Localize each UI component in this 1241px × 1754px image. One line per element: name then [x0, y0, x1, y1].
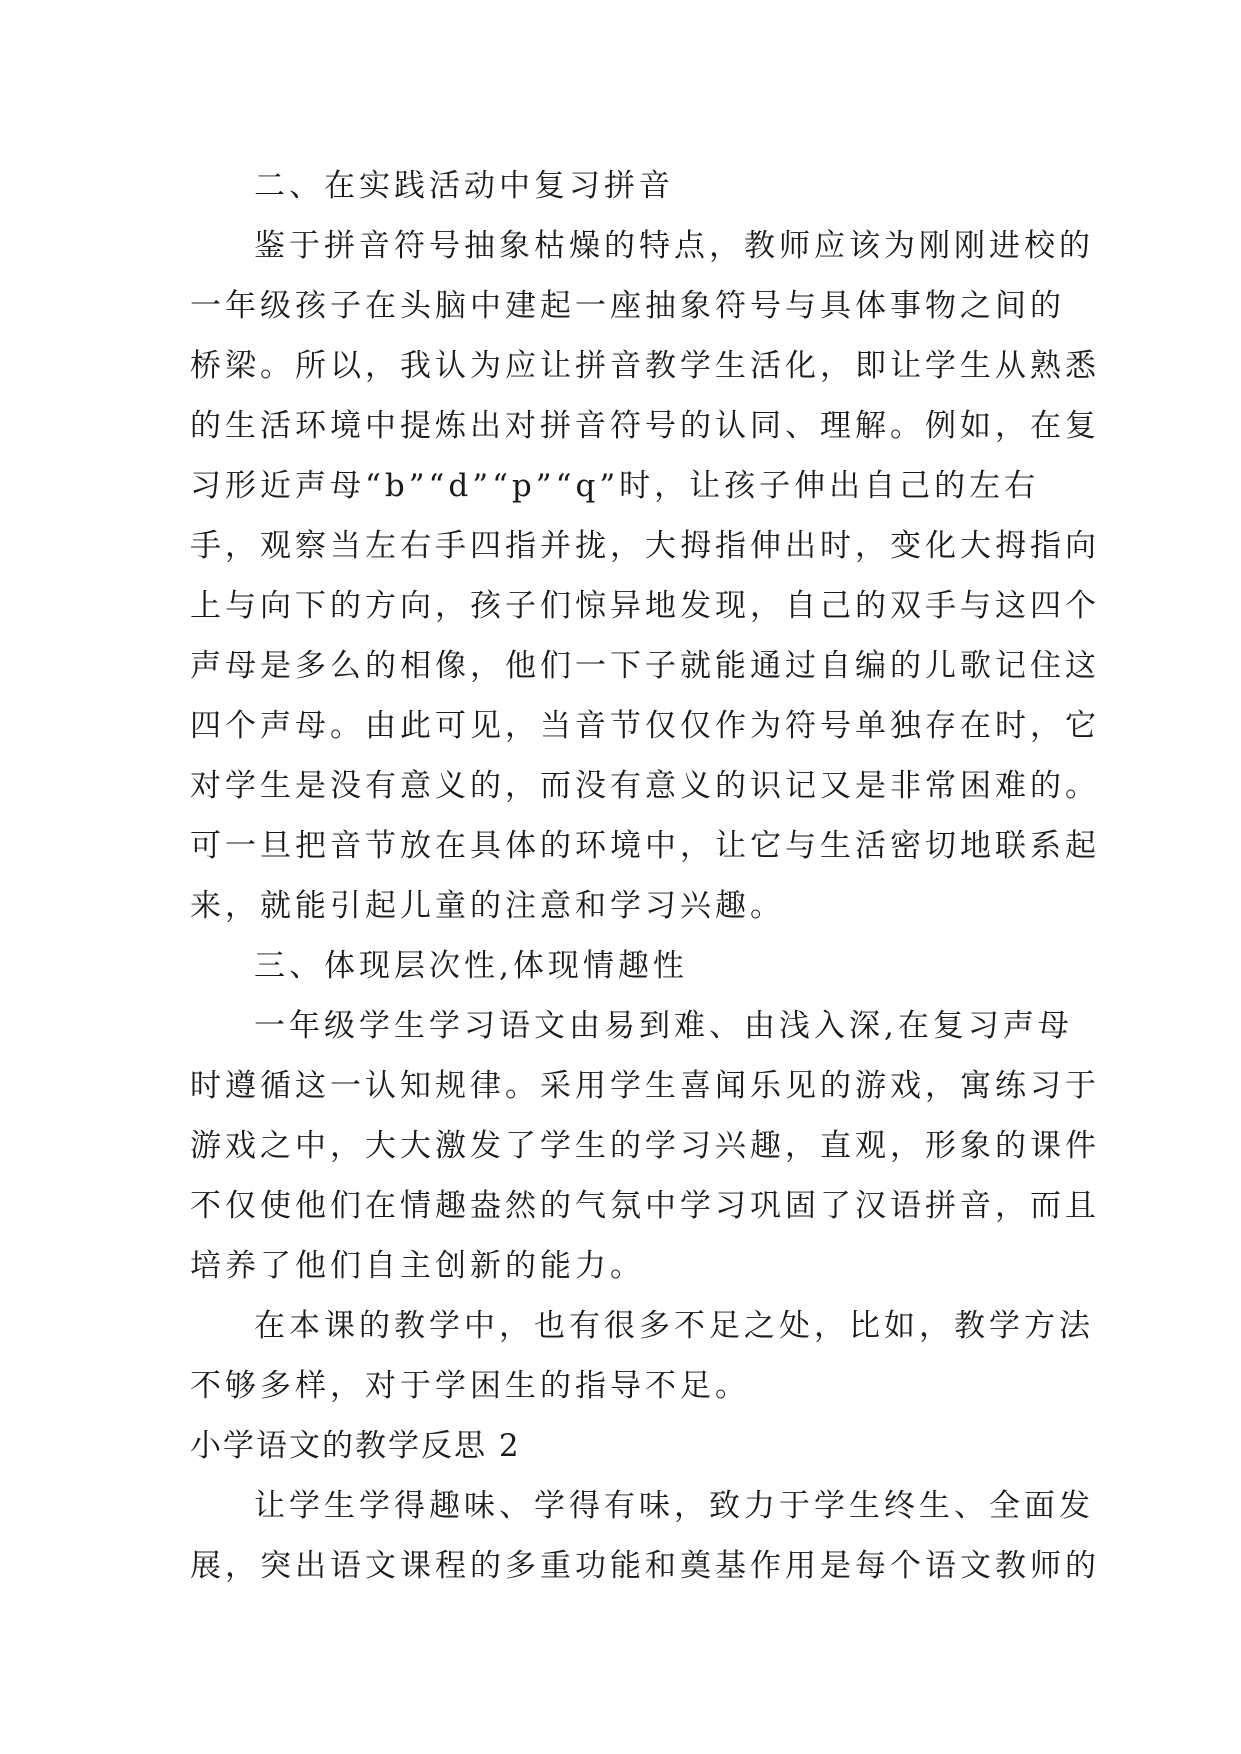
paragraph-line: 不够多样，对于学困生的指导不足。 — [190, 1368, 750, 1404]
paragraph-line: 四个声母。由此可见，当音节仅仅作为符号单独存在时，它 — [190, 708, 1100, 744]
paragraph-line: 上与向下的方向，孩子们惊异地发现，自己的双手与这四个 — [190, 588, 1100, 624]
paragraph-first-line: 二、在实践活动中复习拼音 — [254, 168, 674, 204]
document-body — [190, 156, 1100, 1596]
paragraph-line: 不仅使他们在情趣盎然的气氛中学习巩固了汉语拼音，而且 — [190, 1188, 1100, 1224]
paragraph-line: 一年级孩子在头脑中建起一座抽象符号与具体事物之间的 — [190, 288, 1065, 324]
paragraph-line: 手，观察当左右手四指并拢，大拇指伸出时，变化大拇指向 — [190, 528, 1100, 564]
paragraph-line: 展，突出语文课程的多重功能和奠基作用是每个语文教师的 — [190, 1548, 1100, 1584]
paragraph-first-line: 鉴于拼音符号抽象枯燥的特点，教师应该为刚刚进校的 — [254, 228, 1094, 264]
paragraph-line: 来，就能引起儿童的注意和学习兴趣。 — [190, 888, 785, 924]
paragraph-line: 桥梁。所以，我认为应让拼音教学生活化，即让学生从熟悉 — [190, 348, 1100, 384]
section-title: 小学语文的教学反思 2 — [190, 1428, 521, 1464]
paragraph-line: 时遵循这一认知规律。采用学生喜闻乐见的游戏，寓练习于 — [190, 1068, 1100, 1104]
paragraph-line: 习形近声母“b”“d”“p”“q”时，让孩子伸出自己的左右 — [190, 468, 1040, 504]
paragraph-line: 声母是多么的相像，他们一下子就能通过自编的儿歌记住这 — [190, 648, 1100, 684]
paragraph-line: 对学生是没有意义的，而没有意义的识记又是非常困难的。 — [190, 768, 1100, 804]
paragraph-line: 可一旦把音节放在具体的环境中，让它与生活密切地联系起 — [190, 828, 1100, 864]
paragraph-first-line: 一年级学生学习语文由易到难、由浅入深,在复习声母 — [254, 1008, 1073, 1044]
paragraph-line: 的生活环境中提炼出对拼音符号的认同、理解。例如，在复 — [190, 408, 1100, 444]
paragraph-line: 培养了他们自主创新的能力。 — [190, 1248, 645, 1284]
paragraph-line: 游戏之中，大大激发了学生的学习兴趣，直观，形象的课件 — [190, 1128, 1100, 1164]
paragraph-first-line: 让学生学得趣味、学得有味，致力于学生终生、全面发 — [254, 1488, 1094, 1524]
paragraph-first-line: 三、体现层次性,体现情趣性 — [254, 948, 688, 984]
paragraph-first-line: 在本课的教学中，也有很多不足之处，比如，教学方法 — [254, 1308, 1094, 1344]
